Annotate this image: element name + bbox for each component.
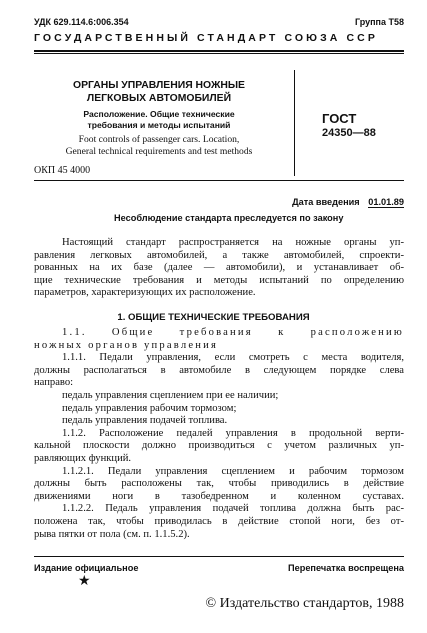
body-line: кальной плоскости должно производиться с учетом различных уп- [34,440,404,452]
body-line: педаль управления рабочим тормозом; [62,402,237,414]
title-line-1: ОРГАНЫ УПРАВЛЕНИЯ НОЖНЫЕ [72,80,245,91]
section-heading: 1. ОБЩИЕ ТЕХНИЧЕСКИЕ ТРЕБОВАНИЯ [117,312,310,323]
body-line: педаль управления подачей топлива. [62,415,228,427]
intro-line: Настоящий стандарт распространяется на ножные органы уп- [62,237,404,248]
body-line: 1.1.2. Расположение педалей управления в продольной верти- [62,427,404,439]
body-line: положена так, чтобы приводилась в действие стопой ноги, без от- [34,515,404,527]
group-code: Группа Т58 [354,17,404,27]
okp-rule [34,180,404,181]
body-line: должны располагаться в автомобиле в следующем порядке слева [34,364,404,376]
okp-code: ОКП 45 4000 [34,165,91,176]
title-divider [294,70,295,176]
footer-rule [34,556,404,557]
publisher-copyright: © Издательство стандартов, 1988 [205,596,404,611]
intro-line: рованных на их базе (далее — автомобили), и устанавливает об- [34,262,404,274]
section-1-body [34,327,404,541]
intro-line: равления легковых автомобилей, а также автомобилей, спроекти- [34,249,404,261]
star-icon: ★ [78,574,91,589]
header-rule-bottom [34,53,404,54]
intro-line: параметров, характеризующих их расположение. [34,287,256,299]
gost-number: 24350—88 [322,127,376,139]
body-line: равляющих функций. [34,452,132,464]
effective-date-label: Дата введения [292,197,360,207]
body-line: 1.1.1. Педали управления, если смотреть с места водителя, [62,352,404,364]
document-title [34,79,284,105]
intro-line: щие технические требования и методы испытаний по определению [34,274,404,286]
copyright-warning: Несоблюдение стандарта преследуется по закону [114,213,344,223]
english-title-line-1: Foot controls of passenger cars. Location, [78,134,240,145]
body-line: должны быть расположены так, чтобы приводились в действие [34,478,404,490]
effective-date [292,197,404,207]
state-standard-banner: ГОСУДАРСТВЕННЫЙ СТАНДАРТ СОЮЗА ССР [34,32,378,44]
effective-date-value: 01.01.89 [368,197,404,207]
body-line: 1.1.2.2. Педаль управления подачей топлива должна быть рас- [62,503,404,515]
english-title-line-2: General technical requirements and test methods [65,145,253,157]
subtitle-line-2: требования и методы испытаний [87,119,231,130]
subtitle-line-1: Расположение. Общие технические [83,109,235,119]
title-line-2: ЛЕГКОВЫХ АВТОМОБИЛЕЙ [86,93,232,104]
body-line: рыва пятки от пола (см. п. 1.1.5.2). [34,528,190,540]
body-line: 1.1.2.1. Педали управления сцеплением и рабочим тормозом [62,465,404,477]
requirements-heading-line: 1.1. Общие требования к расположению [62,327,404,338]
official-edition: Издание официальное [34,563,139,573]
document-subtitle [34,109,284,130]
intro-paragraph [34,237,404,300]
english-title [34,134,284,157]
body-line: направо: [34,377,74,389]
header-rule-top [34,50,404,52]
requirements-heading-line: ножных органов управления [34,339,219,351]
udk-code: УДК 629.114.6:006.354 [34,17,129,27]
body-line: движениями ноги в тазобедренном и коленном суставах. [34,490,404,502]
reprint-prohibited: Перепечатка воспрещена [288,563,404,573]
body-line: педаль управления сцеплением при ее наличии; [62,389,279,401]
gost-label: ГОСТ [322,111,357,126]
